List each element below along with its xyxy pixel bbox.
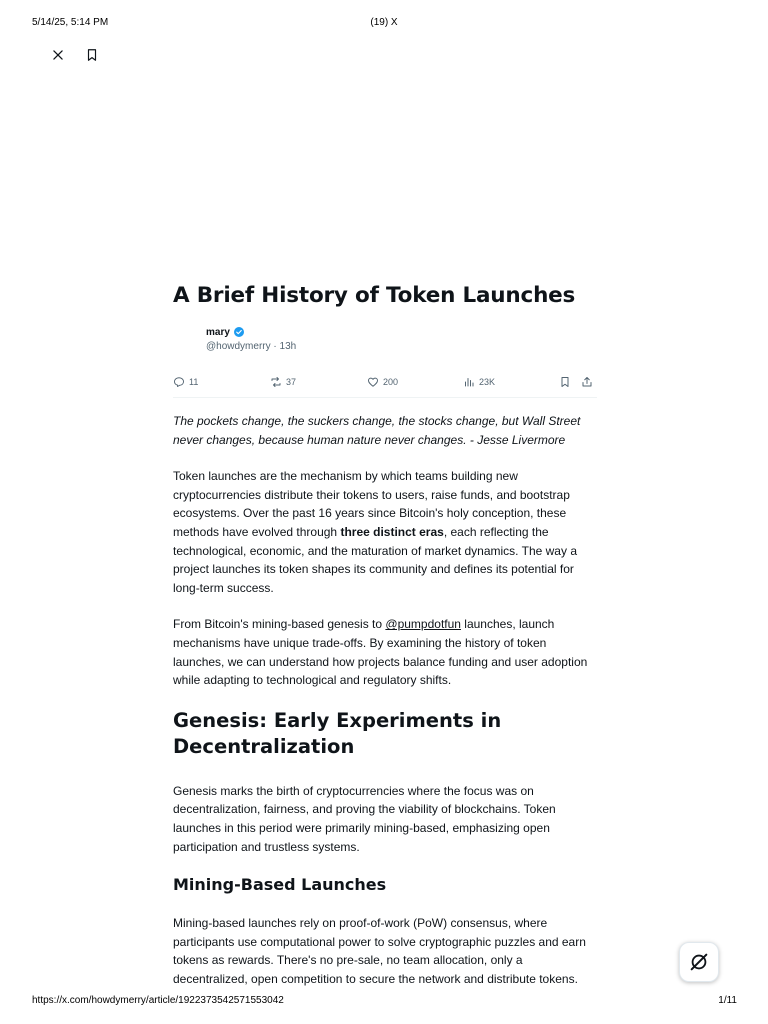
bookmark-button[interactable] [82,46,102,64]
views-button[interactable] [463,376,495,388]
view-count: 23K [479,377,496,387]
like-count: 200 [383,377,399,387]
meta-separator: · [273,341,277,352]
epigraph-quote: The pockets change, the suckers change, the stocks change, but Wall Street never changes, because human nature never changes. - Jesse Livermore [173,414,581,447]
author-handle[interactable]: @howdymerry [206,341,271,352]
repost-icon [270,376,282,388]
paragraph-text: From Bitcoin's mining-based genesis to [173,617,386,632]
bold-phrase: three distinct eras [340,524,444,539]
paragraph-text: launches, launch mechanisms have unique trade-offs. By examining the history of token launches, we can understand how projects balance funding and user adoption while adapting to technological and regulatory shifts. [173,617,588,688]
repost-count: 37 [286,377,297,387]
reply-count: 11 [189,377,199,387]
paragraph-text: Token launches are the mechanism by which teams building new cryptocurrencies distribute their tokens to users, raise funds, and bootstrap ecosystems. Over the past 16 years since Bitcoin's holy conception, these methods have evolved through [173,469,570,539]
mention-link[interactable]: @pumpdotfun [385,617,461,632]
print-header [0,17,768,31]
print-date: 5/14/25, 5:14 PM [32,17,109,28]
author-name[interactable]: mary [206,326,230,338]
bookmark-post-button[interactable] [559,376,571,388]
grok-icon [688,951,710,973]
views-chart-icon [463,376,475,388]
paragraph-mining: Mining-based launches rely on proof-of-work (PoW) consensus, where participants use computational power to solve cryptographic puzzles and earn tokens as rewards. There's no pre-sale, no team allocation, only a decentralized, open competition to secure the network and distribute tokens. [173,916,586,986]
heart-icon [367,376,379,388]
paragraph-text: , each reflecting the technological, economic, and the maturation of market dynamics. The way a project launches its token shapes its community and defines its potential for long-term success. [173,524,577,595]
print-footer [0,995,768,1009]
section-heading: Genesis: Early Experiments in Decentralization [173,708,502,758]
post-time[interactable]: 13h [279,341,297,352]
paragraph-genesis: Genesis marks the birth of cryptocurrencies where the focus was on decentralization, fairness, and proving the viability of blockchains. Token launches in this period were primarily mining-based, emphasizing open participation and trustless systems. [173,783,556,854]
author-meta [206,341,296,352]
author-row [173,326,597,358]
share-button[interactable] [581,376,593,388]
article-body [173,412,597,988]
close-button[interactable] [48,46,68,64]
paragraph-mechanisms [173,615,597,689]
share-icon [581,376,593,388]
like-button[interactable] [367,376,398,388]
bookmark-icon [559,376,571,388]
article-title: A Brief History of Token Launches [173,283,576,308]
close-icon [51,48,65,62]
print-page-number: 1/11 [718,995,737,1006]
grok-float-button[interactable] [679,942,719,982]
article [173,280,597,1006]
author-name-row[interactable] [206,326,245,338]
verified-badge-icon [233,326,245,338]
bookmark-icon [85,48,99,62]
article-topbar [48,46,102,64]
subsection-heading: Mining-Based Launches [173,875,387,895]
avatar[interactable] [173,328,199,354]
reply-icon [173,376,185,388]
paragraph-intro [173,467,597,597]
print-url: https://x.com/howdymerry/article/1922373542571553042 [32,995,284,1006]
reply-button[interactable] [173,376,198,388]
engagement-bar [173,374,597,398]
print-page-title: (19) X [370,17,398,28]
repost-button[interactable] [270,376,296,388]
